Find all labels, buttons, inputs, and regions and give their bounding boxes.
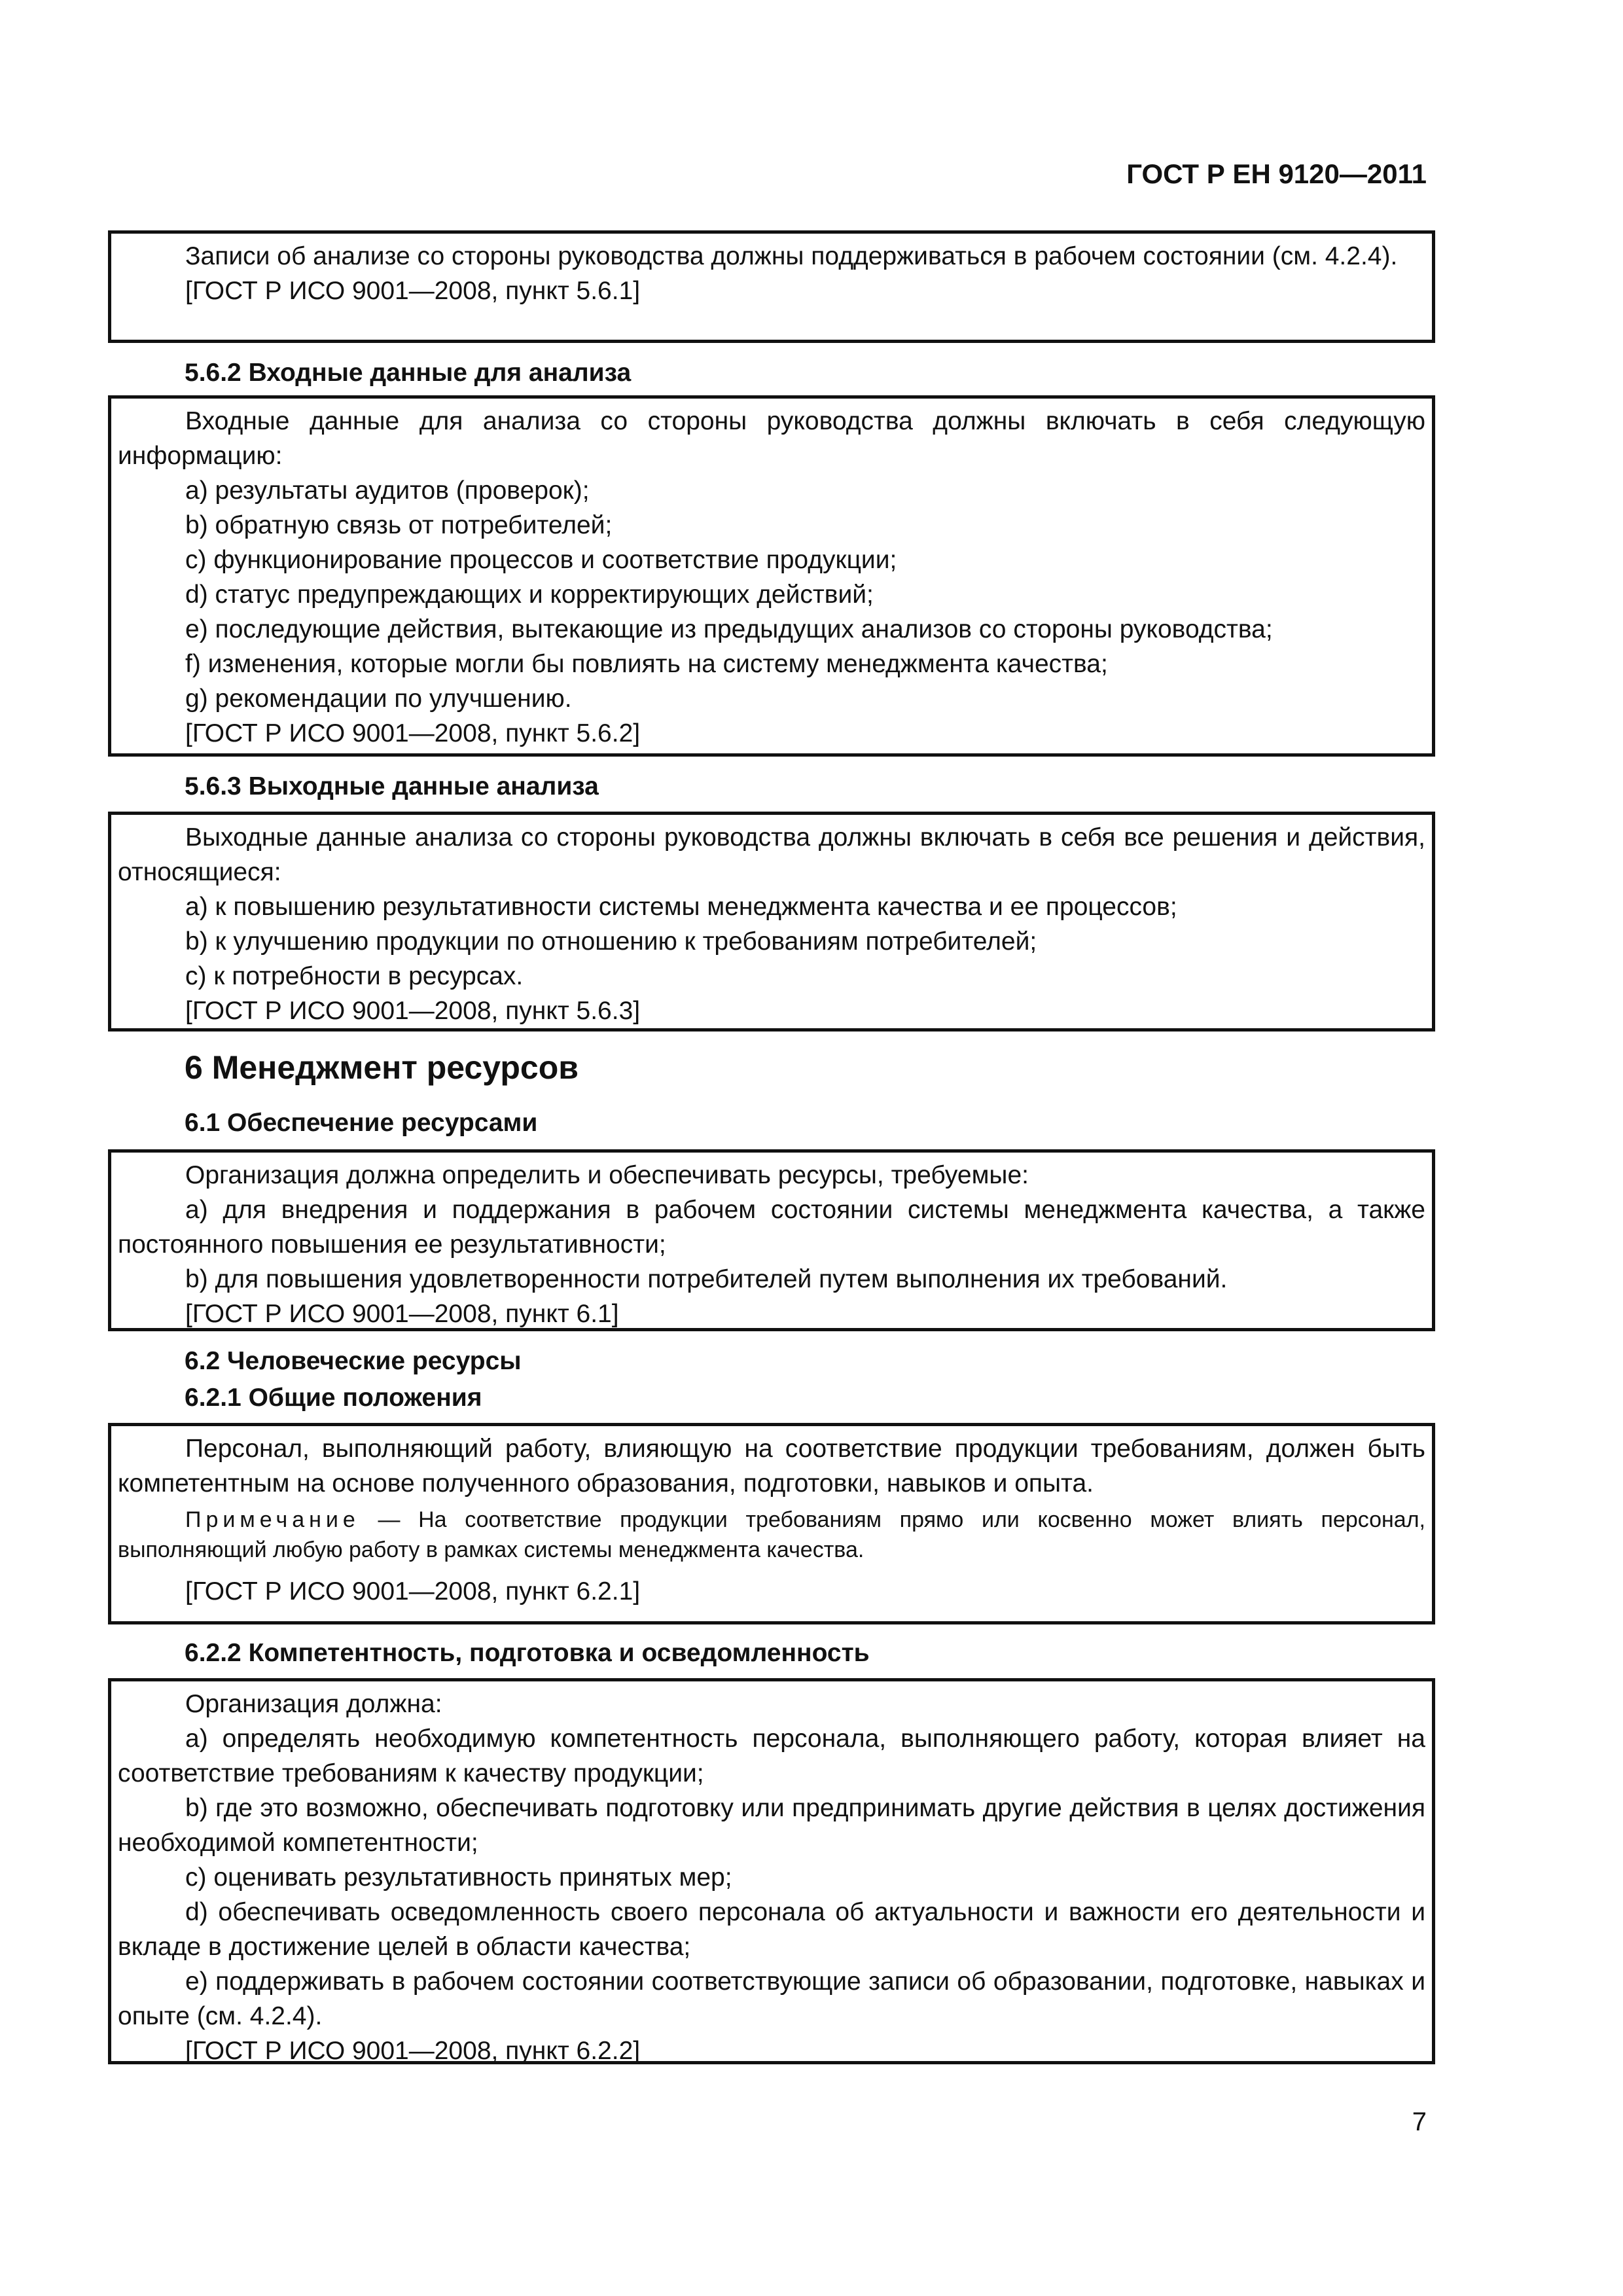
review-output-box <box>108 812 1435 1031</box>
review-input-box <box>108 395 1435 757</box>
note-paragraph <box>118 1505 1425 1565</box>
general-box <box>108 1423 1435 1624</box>
competence-intro: Организация должна: <box>185 1690 442 1718</box>
list-item: а) к повышению результативности системы менеджмента качества и ее процессов; <box>185 893 1177 921</box>
review-input-ref: [ГОСТ Р ИСО 9001—2008, пункт 5.6.2] <box>185 719 641 747</box>
list-item: а) для внедрения и поддержания в рабочем состоянии системы менеджмента качества, а также постоянного повышения ее результативности; <box>118 1196 1425 1259</box>
list-item: с) к потребности в ресурсах. <box>185 962 524 990</box>
list-item: с) оценивать результативность принятых мер; <box>185 1863 732 1892</box>
list-item: а) определять необходимую компетентность персонала, выполняющего работу, которая влияет на соответствие требованиям к качеству продукции; <box>118 1725 1425 1787</box>
list-item: b) где это возможно, обеспечивать подготовку или предпринимать другие действия в целях достижения необходимой компетентности; <box>118 1794 1425 1857</box>
list-item: с) функционирование процессов и соответствие продукции; <box>185 546 897 574</box>
list-item: b) к улучшению продукции по отношению к требованиям потребителей; <box>185 927 1037 956</box>
provision-ref: [ГОСТ Р ИСО 9001—2008, пункт 6.1] <box>185 1300 619 1328</box>
review-output-intro: Выходные данные анализа со стороны руководства должны включать в себя все решения и действия, относящиеся: <box>118 823 1425 886</box>
heading-6-2: 6.2 Человеческие ресурсы <box>185 1347 522 1375</box>
list-item: b) для повышения удовлетворенности потребителей путем выполнения их требований. <box>185 1265 1228 1293</box>
standard-code: ГОСТ Р ЕН 9120—2011 <box>1126 158 1427 189</box>
general-ref: [ГОСТ Р ИСО 9001—2008, пункт 6.2.1] <box>185 1577 641 1605</box>
competence-ref: [ГОСТ Р ИСО 9001—2008, пункт 6.2.2] <box>185 2037 641 2065</box>
provision-box <box>108 1149 1435 1331</box>
review-input-intro: Входные данные для анализа со стороны руководства должны включать в себя следующую информацию: <box>118 407 1425 470</box>
review-output-ref: [ГОСТ Р ИСО 9001—2008, пункт 5.6.3] <box>185 997 641 1025</box>
heading-6-2-2: 6.2.2 Компетентность, подготовка и осведомленность <box>185 1639 870 1667</box>
note-text: — На соответствие продукции требованиям прямо или косвенно может влиять персонал, выполняющий любую работу в рамках системы менеджмента качества. <box>118 1507 1425 1562</box>
provision-intro: Организация должна определить и обеспечивать ресурсы, требуемые: <box>185 1161 1029 1189</box>
review-records-text: Записи об анализе со стороны руководства должны поддерживаться в рабочем состоянии (см. 4.2.4). <box>185 242 1398 270</box>
page-number: 7 <box>1412 2108 1427 2136</box>
review-records-box <box>108 230 1435 343</box>
review-records-ref: [ГОСТ Р ИСО 9001—2008, пункт 5.6.1] <box>185 277 641 305</box>
list-item: f) изменения, которые могли бы повлиять на систему менеджмента качества; <box>185 650 1108 678</box>
general-text: Персонал, выполняющий работу, влияющую на соответствие продукции требованиям, должен быть компетентным на основе полученного образования, подготовки, навыков и опыта. <box>118 1435 1425 1498</box>
list-item: b) обратную связь от потребителей; <box>185 511 613 539</box>
list-item: d) обеспечивать осведомленность своего персонала об актуальности и важности его деятельности и вкладе в достижение целей в области качества; <box>118 1898 1425 1961</box>
heading-section-6: 6 Менеджмент ресурсов <box>185 1049 579 1086</box>
list-item: е) последующие действия, вытекающие из предыдущих анализов со стороны руководства; <box>185 615 1273 643</box>
heading-5-6-2: 5.6.2 Входные данные для анализа <box>185 359 632 387</box>
heading-6-1: 6.1 Обеспечение ресурсами <box>185 1109 538 1137</box>
list-item: g) рекомендации по улучшению. <box>185 685 572 713</box>
list-item: d) статус предупреждающих и корректирующих действий; <box>185 581 874 609</box>
list-item: е) поддерживать в рабочем состоянии соответствующие записи об образовании, подготовке, навыках и опыте (см. 4.2.4). <box>118 1967 1425 2030</box>
heading-5-6-3: 5.6.3 Выходные данные анализа <box>185 772 599 800</box>
heading-6-2-1: 6.2.1 Общие положения <box>185 1384 482 1412</box>
competence-box <box>108 1678 1435 2064</box>
note-label: Примечание <box>185 1507 360 1532</box>
list-item: а) результаты аудитов (проверок); <box>185 476 590 505</box>
